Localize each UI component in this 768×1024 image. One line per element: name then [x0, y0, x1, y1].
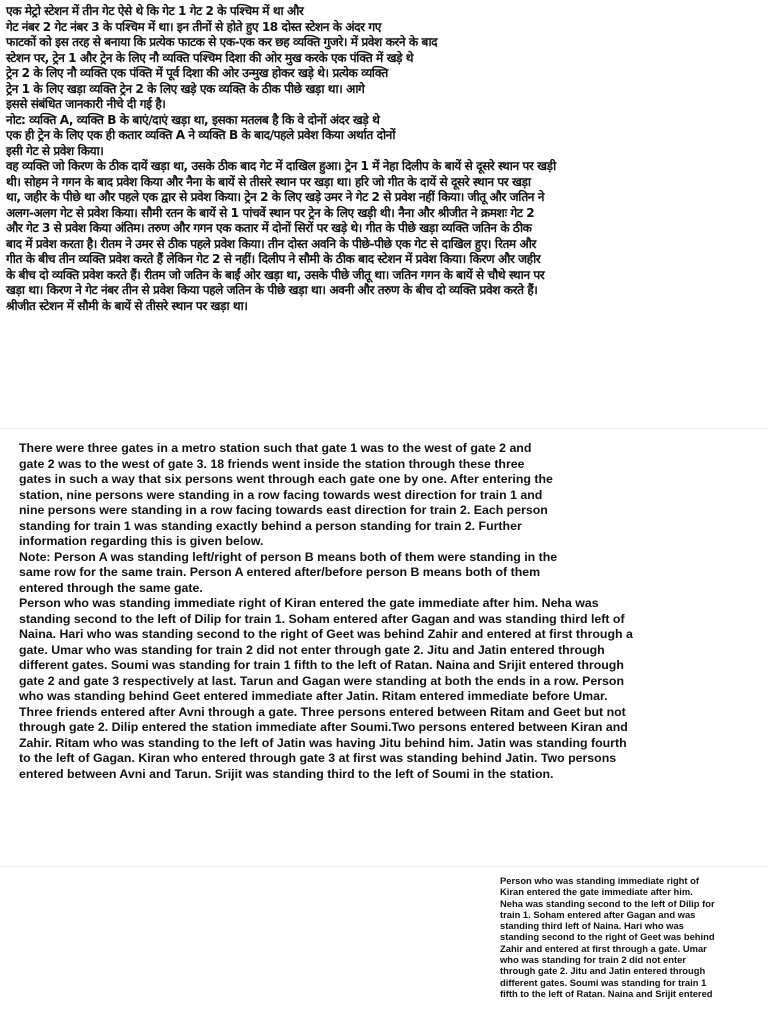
hindi-line: श्रीजीत स्टेशन में सौमी के बायें से तीसरे स्थान पर खड़ा था।	[6, 298, 248, 313]
hindi-line: था, जहीर के पीछे था और पहले एक द्वार से प्रवेश किया। ट्रेन 2 के लिए खड़े उमर ने गेट 2 से प्रवेश नहीं किया। जीतू और जतिन ने	[6, 190, 545, 204]
english-line: standing second to the left of Dilip for train 1. Soham entered after Gagan and was standing third left of	[19, 611, 625, 626]
hindi-line: गेट नंबर 2 गेट नंबर 3 के पश्चिम में था। इन तीनों से होते हुए 18 दोस्त स्टेशन के अंदर गए	[6, 19, 382, 34]
excerpt-line: standing second to the right of Geet was behind	[500, 931, 715, 943]
english-line: gates in such a way that six persons went through each gate one by one. After entering the	[19, 472, 553, 486]
english-line: Note: Person A was standing left/right of person B means both of them were standing in the	[19, 549, 558, 564]
excerpt-line: through gate 2. Jitu and Jatin entered through	[500, 965, 706, 977]
english-line: different gates. Soumi was standing for train 1 fifth to the left of Ratan. Naina and Srijit entered through	[19, 658, 624, 672]
hindi-line: इससे संबंधित जानकारी नीचे दी गई है।	[6, 97, 166, 111]
english-excerpt	[500, 875, 762, 999]
english-line: entered between Avni and Tarun. Srijit was standing third to the left of Soumi in the station.	[19, 766, 554, 781]
hindi-line: फाटकों को इस तरह से बनाया कि प्रत्येक फाटक से एक-एक कर छह व्यक्ति गुजरे। में प्रवेश करने के बाद	[6, 35, 438, 49]
hindi-line: इसी गेट से प्रवेश किया।	[6, 143, 104, 158]
hindi-puzzle-text	[6, 4, 764, 314]
excerpt-line: Zahir and entered at first through a gate. Umar	[500, 942, 707, 954]
english-line: gate 2 was to the west of gate 3. 18 friends went inside the station through these three	[19, 456, 525, 471]
english-line: who was standing behind Geet entered immediate after Jatin. Ritam entered immediate before Umar.	[19, 689, 608, 703]
hindi-line: बाद में प्रवेश करता है। रीतम ने उमर से ठीक पहले प्रवेश किया। तीन दोस्त अवनि के पीछे-पीछे एक गेट से दाखिल हुए। रितम और	[6, 236, 536, 251]
english-line: gate. Umar who was standing for train 2 did not enter through gate 2. Jitu and Jatin entered through	[19, 642, 605, 657]
hindi-line: ट्रेन 1 के लिए खड़ा व्यक्ति ट्रेन 2 के लिए खड़े एक व्यक्ति के ठीक पीछे खड़ा था। आगे	[6, 81, 365, 96]
hindi-line: ट्रेन 2 के लिए नौ व्यक्ति एक पंक्ति में पूर्व दिशा की ओर उन्मुख होकर खड़े थे। प्रत्येक व्यक्ति	[6, 66, 388, 80]
excerpt-line: Neha was standing second to the left of Dilip for	[500, 897, 715, 909]
hindi-line: थी। सोहम ने गगन के बाद प्रवेश किया और नैना के बायें से तीसरे स्थान पर खड़ा था। हरि जो गीत के दायें से दूसरे स्थान पर खड़ा	[6, 174, 531, 189]
english-line: Naina. Hari who was standing second to the right of Geet was behind Zahir and entered at first through a	[19, 627, 633, 641]
excerpt-line: different gates. Soumi was standing for train 1	[500, 976, 707, 988]
english-line: nine persons were standing in a row facing towards east direction for train 2. Each person	[19, 503, 548, 517]
excerpt-line: standing third left of Naina. Hari who was	[500, 920, 684, 932]
english-line: There were three gates in a metro station such that gate 1 was to the west of gate 2 and	[19, 441, 532, 455]
english-line: standing for train 1 was standing exactly behind a person standing for train 2. Further	[19, 518, 522, 533]
hindi-line: और गेट 3 से प्रवेश किया अंतिम। तरुण और गगन एक कतार में दोनों सिरों पर खड़े थे। गीत के पीछे खड़ा व्यक्ति जतिन के ठीक	[6, 221, 532, 235]
hindi-line: वह व्यक्ति जो किरण के ठीक दायें खड़ा था, उसके ठीक बाद गेट में दाखिल हुआ। ट्रेन 1 में नेहा दिलीप के बायें से दूसरे स्थान पर खड़ी	[6, 159, 556, 173]
hindi-line: के बीच दो व्यक्ति प्रवेश करते हैं। रीतम जो जतिन के बाईं ओर खड़ा था, उसके पीछे जीतू था। जतिन गगन के बायें से चौथे स्थान पर	[6, 267, 545, 282]
english-line: through gate 2. Dilip entered the station immediate after Soumi.Two persons entered between Kiran and	[19, 720, 628, 734]
hindi-line: नोट: व्यक्ति A, व्यक्ति B के बाएं/दाएं खड़ा था, इसका मतलब है कि वे दोनों अंदर खड़े थे	[6, 112, 380, 127]
english-line: gate 2 and gate 3 respectively at last. Tarun and Gagan were standing at both the ends in a row. Person	[19, 673, 624, 688]
excerpt-line: Person who was standing immediate right of	[500, 875, 699, 886]
section-divider	[0, 866, 768, 867]
hindi-line: स्टेशन पर, ट्रेन 1 और ट्रेन के लिए नौ व्यक्ति पश्चिम दिशा की ओर मुख करके एक पंक्ति में खड़े थे	[6, 50, 414, 65]
section-divider	[0, 428, 768, 429]
english-line: Zahir. Ritam who was standing to the left of Jatin was having Jitu behind him. Jatin was standing fourth	[19, 735, 627, 750]
excerpt-line: who was standing for train 2 did not enter	[500, 954, 686, 966]
english-line: to the left of Gagan. Kiran who entered through gate 3 at first was standing behind Jatin. Two persons	[19, 751, 617, 765]
hindi-line: खड़ा था। किरण ने गेट नंबर तीन से प्रवेश किया पहले जतिन के पीछे खड़ा था। अवनी और तरुण के बीच दो व्यक्ति प्रवेश करते हैं।	[6, 283, 538, 297]
english-line: Person who was standing immediate right of Kiran entered the gate immediate after him. Neha was	[19, 596, 599, 610]
excerpt-line: Kiran entered the gate immediate after him.	[500, 886, 693, 898]
english-line: Three friends entered after Avni through a gate. Three persons entered between Ritam and Geet but not	[19, 704, 626, 719]
hindi-line: गीत के बीच तीन व्यक्ति प्रवेश करते हैं लेकिन गेट 2 से नहीं। दिलीप ने सौमी के ठीक बाद स्टेशन में प्रवेश किया। किरण और जहीर	[6, 252, 541, 266]
english-line: information regarding this is given below.	[19, 534, 264, 548]
excerpt-line: train 1. Soham entered after Gagan and was	[500, 908, 696, 920]
hindi-line: एक मेट्रो स्टेशन में तीन गेट ऐसे थे कि गेट 1 गेट 2 के पश्चिम में था और	[6, 4, 304, 18]
english-line: entered through the same gate.	[19, 580, 203, 595]
english-line: same row for the same train. Person A entered after/before person B means both of them	[19, 565, 541, 579]
english-puzzle-text	[19, 441, 759, 782]
hindi-line: अलग-अलग गेट से प्रवेश किया। सौमी रतन के बायें से 1 पांचवें स्थान पर ट्रेन के लिए खड़ी थी। नैना और श्रीजीत ने क्रमशः गेट 2	[6, 205, 535, 220]
english-line: station, nine persons were standing in a row facing towards west direction for train 1 and	[19, 487, 543, 502]
hindi-line: एक ही ट्रेन के लिए एक ही कतार व्यक्ति A ने व्यक्ति B के बाद/पहले प्रवेश किया अर्थात दोनों	[6, 128, 396, 142]
excerpt-line: fifth to the left of Ratan. Naina and Srijit entered	[500, 987, 713, 999]
